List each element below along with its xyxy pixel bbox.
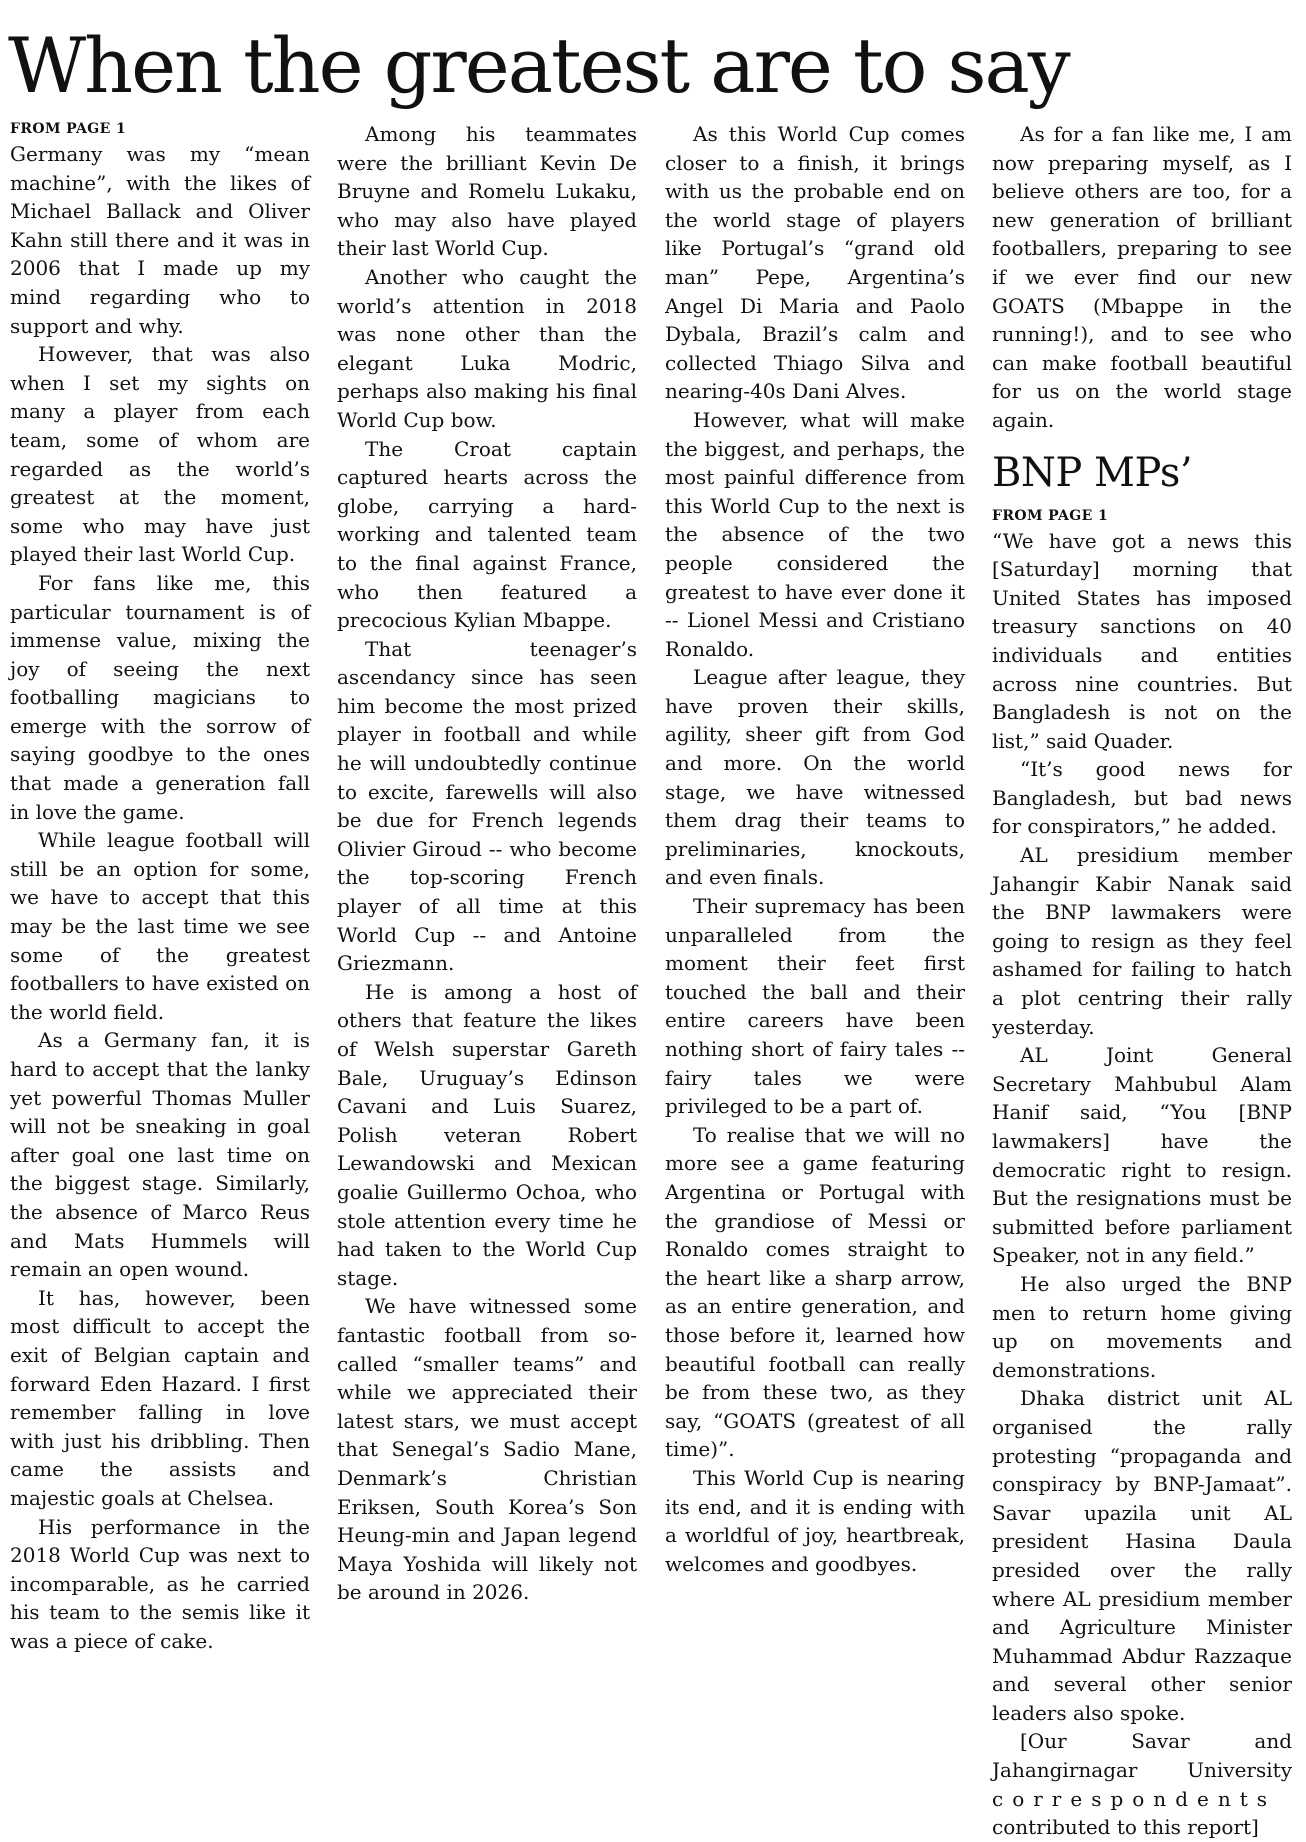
article-paragraph: Germany was my “mean machine”, with the likes of Michael Ballack and Oliver Kahn still there and it was in 2006 that I made up my mind regarding who to support and why.: [10, 142, 310, 338]
column-1: [10, 120, 310, 1655]
continued-from-label: FROM PAGE 1: [992, 507, 1109, 524]
article-paragraph: AL Joint General Secretary Mahbubul Alam Hanif said, “You [BNP lawmakers] have the democratic right to resign. But the resignations must be submitted before parliament Speaker, not in any field.”: [992, 1043, 1292, 1268]
main-headline: When the greatest are to say: [8, 21, 1069, 110]
article-paragraph: He also urged the BNP men to return home giving up on movements and demonstrations.: [992, 1271, 1292, 1382]
article-paragraph: “We have got a news this [Saturday] morning that United States has imposed treasury sanctions on 40 individuals and entities across nine countries. But Bangladesh is not on the list,” said Quader.: [992, 528, 1292, 753]
column-3: [665, 120, 965, 1578]
article-paragraph: As for a fan like me, I am now preparing myself, as I believe others are too, for a new generation of brilliant footballers, preparing to see if we ever find our new GOATS (Mbappe in the running!), and to see who can make football beautiful for us on the world stage again.: [992, 122, 1292, 432]
article-paragraph: Another who caught the world’s attention in 2018 was none other than the elegant Luka Modric, perhaps also making his final World Cup bow.: [337, 264, 637, 432]
credit-line: correspondents: [992, 1786, 1277, 1811]
article-paragraph: To realise that we will no more see a game featuring Argentina or Portugal with the grandiose of Messi or Ronaldo comes straight to the heart like a sharp arrow, as an entire generation, and those before it, learned how beautiful football can really be from these two, as they say, “GOATS (greatest of all time)”.: [665, 1122, 965, 1462]
credit-line: [Our Savar and Jahangirnagar University: [992, 1729, 1292, 1783]
article-paragraph: He is among a host of others that feature the likes of Welsh superstar Gareth Bale, Uruguay’s Edinson Cavani and Luis Suarez, Polish veteran Robert Lewandowski and Mexican goalie Guillermo Ochoa, who stole attention every time he had taken to the World Cup stage.: [337, 979, 637, 1290]
article-paragraph: “It’s good news for Bangladesh, but bad news for conspirators,” he added.: [992, 757, 1292, 839]
article-paragraph: As this World Cup comes closer to a finish, it brings with us the probable end on the world stage of players like Portugal’s “grand old man” Pepe, Argentina’s Angel Di Maria and Paolo Dybala, Brazil’s calm and collected Thiago Silva and nearing-40s Dani Alves.: [665, 122, 965, 404]
column-4: [992, 120, 1292, 1842]
bnp-headline: BNP MPs’: [992, 449, 1193, 496]
article-paragraph: We have witnessed some fantastic football from so-called “smaller teams” and while we appreciated their latest stars, we must accept that Senegal’s Sadio Mane, Denmark’s Christian Eriksen, South Korea’s Son Heung-min and Japan legend Maya Yoshida will likely not be around in 2026.: [337, 1294, 637, 1605]
article-paragraph: For fans like me, this particular tournament is of immense value, mixing the joy of seeing the next footballing magicians to emerge with the sorrow of saying goodbye to the ones that made a generation fall in love the game.: [10, 570, 310, 824]
credit-note: [992, 1727, 1292, 1841]
article-paragraph: That teenager’s ascendancy since has seen him become the most prized player in football and while he will undoubtedly continue to excite, farewells will also be due for French legends Olivier Giroud -- who become the top-scoring French player of all time at this World Cup -- and Antoine Griezmann.: [337, 636, 637, 976]
article-paragraph: AL presidium member Jahangir Kabir Nanak said the BNP lawmakers were going to resign as they feel ashamed for failing to hatch a plot centring their rally yesterday.: [992, 843, 1292, 1039]
article-paragraph: This World Cup is nearing its end, and it is ending with a worldful of joy, heartbreak, welcomes and goodbyes.: [665, 1465, 965, 1576]
article-paragraph: While league football will still be an option for some, we have to accept that this may be the last time we see some of the greatest footballers to have existed on the world field.: [10, 828, 310, 1024]
article-paragraph: Dhaka district unit AL organised the rally protesting “propaganda and conspiracy by BNP-Jamaat”. Savar upazila unit AL president Hasina Daula presided over the rally where AL presidium member and Agriculture Minister Muhammad Abdur Razzaque and several other senior leaders also spoke.: [992, 1386, 1292, 1725]
article-paragraph: Among his teammates were the brilliant Kevin De Bruyne and Romelu Lukaku, who may also have played their last World Cup.: [337, 122, 637, 261]
credit-line: contributed to this report]: [992, 1815, 1259, 1840]
article-paragraph: Their supremacy has been unparalleled from the moment their feet first touched the ball and their entire careers have been nothing short of fairy tales -- fairy tales we were privileged to be a part of.: [665, 894, 965, 1119]
article-paragraph: His performance in the 2018 World Cup was next to incomparable, as he carried his team to the semis like it was a piece of cake.: [10, 1514, 310, 1653]
continued-from-label: FROM PAGE 1: [10, 121, 127, 137]
column-2: [337, 120, 637, 1607]
article-paragraph: As a Germany fan, it is hard to accept that the lanky yet powerful Thomas Muller will not be sneaking in goal after goal one last time on the biggest stage. Similarly, the absence of Marco Reus and Mats Hummels will remain an open wound.: [10, 1028, 310, 1282]
article-paragraph: It has, however, been most difficult to accept the exit of Belgian captain and forward Eden Hazard. I first remember falling in love with just his dribbling. Then came the assists and majestic goals at Chelsea.: [10, 1285, 310, 1510]
article-paragraph: However, that was also when I set my sights on many a player from each team, some of whom are regarded as the world’s greatest at the moment, some who may have just played their last World Cup.: [10, 342, 310, 567]
article-paragraph: However, what will make the biggest, and perhaps, the most painful difference from this World Cup to the next is the absence of the two people considered the greatest to have ever done it -- Lionel Messi and Cristiano Ronaldo.: [665, 407, 965, 661]
article-paragraph: League after league, they have proven their skills, agility, sheer gift from God and more. On the world stage, we have witnessed them drag their teams to preliminaries, knockouts, and even finals.: [665, 665, 965, 890]
article-paragraph: The Croat captain captured hearts across the globe, carrying a hard-working and talented team to the final against France, who then featured a precocious Kylian Mbappe.: [337, 436, 637, 633]
